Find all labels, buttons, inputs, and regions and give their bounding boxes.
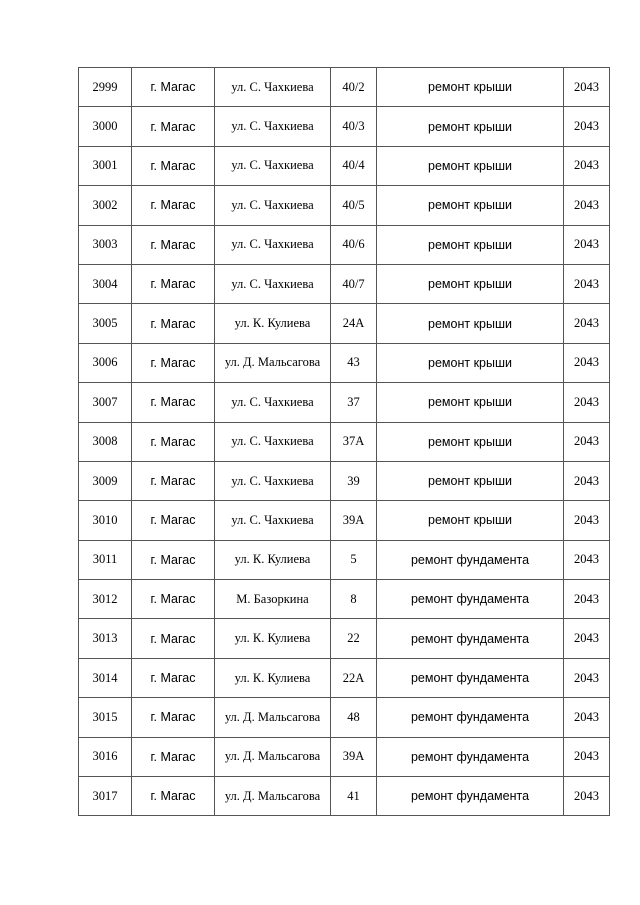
house-number-cell: 40/3 — [331, 107, 377, 146]
work-type-cell: ремонт крыши — [377, 264, 564, 303]
street-cell: ул. С. Чахкиева — [215, 225, 331, 264]
city-cell: г. Магас — [132, 146, 215, 185]
year-cell: 2043 — [564, 146, 610, 185]
street-cell: ул. С. Чахкиева — [215, 146, 331, 185]
house-number-cell: 40/7 — [331, 264, 377, 303]
row-number-cell: 3015 — [79, 698, 132, 737]
street-cell: ул. С. Чахкиева — [215, 186, 331, 225]
city-cell: г. Магас — [132, 698, 215, 737]
street-cell: ул. Д. Мальсагова — [215, 777, 331, 816]
house-number-cell: 39 — [331, 461, 377, 500]
house-number-cell: 5 — [331, 540, 377, 579]
city-cell: г. Магас — [132, 343, 215, 382]
house-number-cell: 40/2 — [331, 68, 377, 107]
city-cell: г. Магас — [132, 68, 215, 107]
table-row — [79, 383, 610, 422]
work-type-cell: ремонт фундамента — [377, 619, 564, 658]
table-row — [79, 264, 610, 303]
house-number-cell: 24А — [331, 304, 377, 343]
row-number-cell: 3009 — [79, 461, 132, 500]
city-cell: г. Магас — [132, 461, 215, 500]
work-type-cell: ремонт крыши — [377, 422, 564, 461]
city-cell: г. Магас — [132, 422, 215, 461]
table-body — [79, 68, 610, 816]
table-row — [79, 146, 610, 185]
row-number-cell: 3001 — [79, 146, 132, 185]
works-table — [78, 67, 610, 816]
row-number-cell: 3005 — [79, 304, 132, 343]
house-number-cell: 22 — [331, 619, 377, 658]
city-cell: г. Магас — [132, 619, 215, 658]
house-number-cell: 40/4 — [331, 146, 377, 185]
year-cell: 2043 — [564, 737, 610, 776]
house-number-cell: 39А — [331, 501, 377, 540]
work-type-cell: ремонт крыши — [377, 225, 564, 264]
row-number-cell: 3008 — [79, 422, 132, 461]
row-number-cell: 3012 — [79, 580, 132, 619]
street-cell: ул. С. Чахкиева — [215, 383, 331, 422]
street-cell: М. Базоркина — [215, 580, 331, 619]
street-cell: ул. С. Чахкиева — [215, 264, 331, 303]
city-cell: г. Магас — [132, 501, 215, 540]
row-number-cell: 3002 — [79, 186, 132, 225]
work-type-cell: ремонт фундамента — [377, 737, 564, 776]
row-number-cell: 3014 — [79, 658, 132, 697]
table-row — [79, 698, 610, 737]
year-cell: 2043 — [564, 343, 610, 382]
table-row — [79, 501, 610, 540]
city-cell: г. Магас — [132, 186, 215, 225]
street-cell: ул. С. Чахкиева — [215, 68, 331, 107]
work-type-cell: ремонт крыши — [377, 343, 564, 382]
work-type-cell: ремонт крыши — [377, 383, 564, 422]
street-cell: ул. Д. Мальсагова — [215, 698, 331, 737]
year-cell: 2043 — [564, 658, 610, 697]
table-row — [79, 658, 610, 697]
work-type-cell: ремонт крыши — [377, 304, 564, 343]
table-row — [79, 107, 610, 146]
street-cell: ул. К. Кулиева — [215, 658, 331, 697]
work-type-cell: ремонт крыши — [377, 501, 564, 540]
street-cell: ул. С. Чахкиева — [215, 107, 331, 146]
house-number-cell: 41 — [331, 777, 377, 816]
house-number-cell: 40/6 — [331, 225, 377, 264]
table-row — [79, 540, 610, 579]
work-type-cell: ремонт крыши — [377, 461, 564, 500]
year-cell: 2043 — [564, 540, 610, 579]
table-row — [79, 186, 610, 225]
city-cell: г. Магас — [132, 540, 215, 579]
house-number-cell: 48 — [331, 698, 377, 737]
city-cell: г. Магас — [132, 580, 215, 619]
work-type-cell: ремонт крыши — [377, 107, 564, 146]
street-cell: ул. Д. Мальсагова — [215, 343, 331, 382]
city-cell: г. Магас — [132, 107, 215, 146]
house-number-cell: 43 — [331, 343, 377, 382]
house-number-cell: 37А — [331, 422, 377, 461]
house-number-cell: 8 — [331, 580, 377, 619]
year-cell: 2043 — [564, 580, 610, 619]
work-type-cell: ремонт фундамента — [377, 540, 564, 579]
street-cell: ул. К. Кулиева — [215, 619, 331, 658]
work-type-cell: ремонт крыши — [377, 68, 564, 107]
row-number-cell: 3006 — [79, 343, 132, 382]
row-number-cell: 3003 — [79, 225, 132, 264]
row-number-cell: 3010 — [79, 501, 132, 540]
row-number-cell: 3017 — [79, 777, 132, 816]
row-number-cell: 3011 — [79, 540, 132, 579]
city-cell: г. Магас — [132, 777, 215, 816]
year-cell: 2043 — [564, 501, 610, 540]
city-cell: г. Магас — [132, 383, 215, 422]
table-row — [79, 777, 610, 816]
year-cell: 2043 — [564, 777, 610, 816]
year-cell: 2043 — [564, 68, 610, 107]
table-row — [79, 737, 610, 776]
year-cell: 2043 — [564, 186, 610, 225]
year-cell: 2043 — [564, 304, 610, 343]
city-cell: г. Магас — [132, 658, 215, 697]
row-number-cell: 3000 — [79, 107, 132, 146]
street-cell: ул. С. Чахкиева — [215, 501, 331, 540]
table-row — [79, 422, 610, 461]
street-cell: ул. К. Кулиева — [215, 540, 331, 579]
year-cell: 2043 — [564, 264, 610, 303]
street-cell: ул. К. Кулиева — [215, 304, 331, 343]
year-cell: 2043 — [564, 461, 610, 500]
city-cell: г. Магас — [132, 225, 215, 264]
city-cell: г. Магас — [132, 264, 215, 303]
row-number-cell: 3016 — [79, 737, 132, 776]
table-row — [79, 580, 610, 619]
city-cell: г. Магас — [132, 737, 215, 776]
year-cell: 2043 — [564, 422, 610, 461]
street-cell: ул. С. Чахкиева — [215, 422, 331, 461]
year-cell: 2043 — [564, 107, 610, 146]
house-number-cell: 22А — [331, 658, 377, 697]
work-type-cell: ремонт крыши — [377, 186, 564, 225]
work-type-cell: ремонт фундамента — [377, 777, 564, 816]
table-row — [79, 461, 610, 500]
row-number-cell: 2999 — [79, 68, 132, 107]
house-number-cell: 37 — [331, 383, 377, 422]
table-row — [79, 225, 610, 264]
table-row — [79, 304, 610, 343]
city-cell: г. Магас — [132, 304, 215, 343]
house-number-cell: 39А — [331, 737, 377, 776]
row-number-cell: 3007 — [79, 383, 132, 422]
work-type-cell: ремонт фундамента — [377, 580, 564, 619]
year-cell: 2043 — [564, 383, 610, 422]
table-row — [79, 343, 610, 382]
work-type-cell: ремонт фундамента — [377, 658, 564, 697]
year-cell: 2043 — [564, 225, 610, 264]
work-type-cell: ремонт крыши — [377, 146, 564, 185]
street-cell: ул. Д. Мальсагова — [215, 737, 331, 776]
work-type-cell: ремонт фундамента — [377, 698, 564, 737]
table-row — [79, 68, 610, 107]
house-number-cell: 40/5 — [331, 186, 377, 225]
street-cell: ул. С. Чахкиева — [215, 461, 331, 500]
row-number-cell: 3013 — [79, 619, 132, 658]
table-row — [79, 619, 610, 658]
year-cell: 2043 — [564, 698, 610, 737]
year-cell: 2043 — [564, 619, 610, 658]
row-number-cell: 3004 — [79, 264, 132, 303]
